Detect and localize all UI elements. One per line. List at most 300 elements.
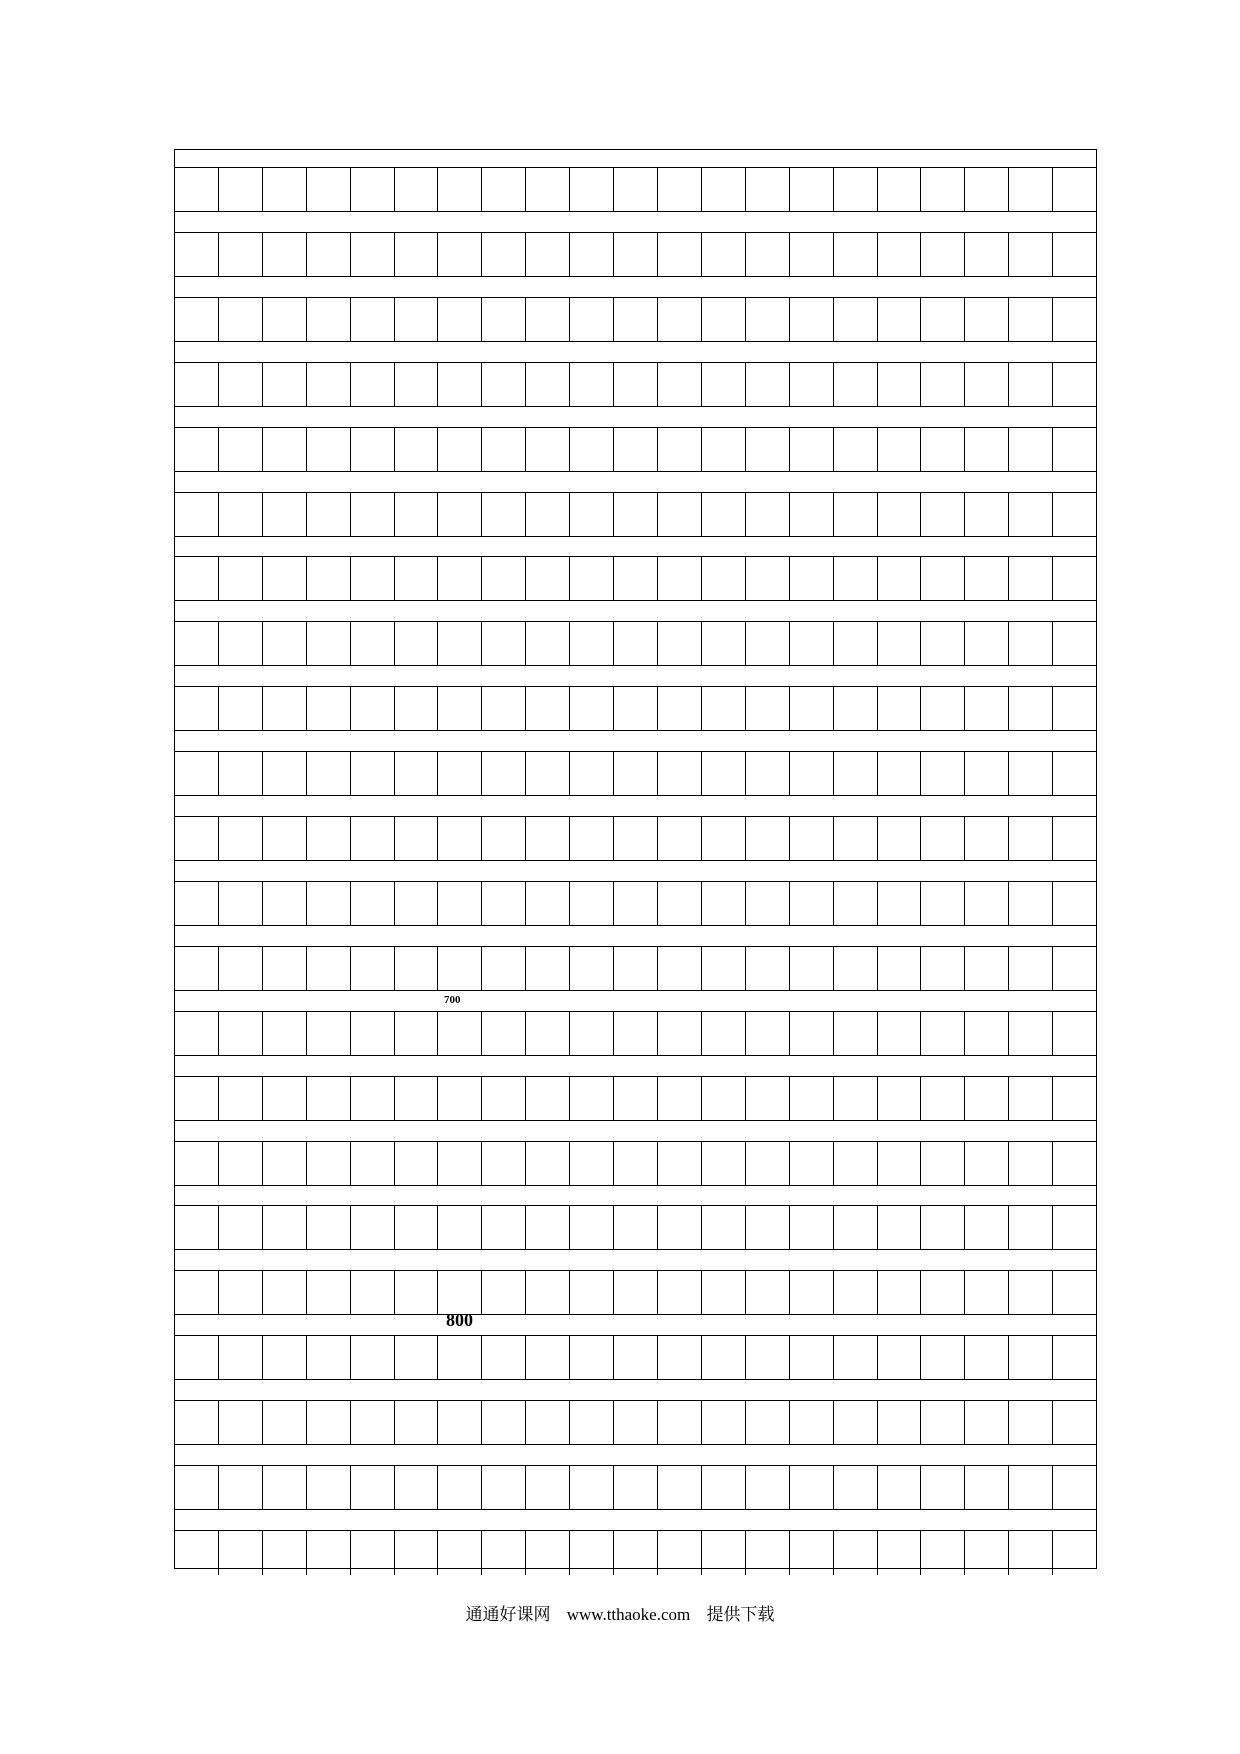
- grid-cell[interactable]: [965, 1466, 1009, 1509]
- grid-cell[interactable]: [351, 817, 395, 860]
- grid-cell[interactable]: [570, 233, 614, 276]
- grid-cell[interactable]: [746, 168, 790, 211]
- grid-cell[interactable]: [395, 1077, 439, 1120]
- grid-cell[interactable]: [263, 687, 307, 730]
- grid-cell[interactable]: [1053, 687, 1096, 730]
- grid-cell[interactable]: [1053, 557, 1096, 600]
- grid-cell[interactable]: [1053, 363, 1096, 406]
- grid-cell[interactable]: [351, 1531, 395, 1575]
- grid-cell[interactable]: [614, 1077, 658, 1120]
- grid-cell[interactable]: [219, 1206, 263, 1249]
- grid-cell[interactable]: [702, 493, 746, 536]
- grid-cell[interactable]: [395, 947, 439, 990]
- grid-cell[interactable]: [1053, 493, 1096, 536]
- grid-cell[interactable]: [175, 1466, 219, 1509]
- grid-cell[interactable]: [746, 233, 790, 276]
- grid-cell[interactable]: [219, 687, 263, 730]
- grid-cell[interactable]: [1053, 752, 1096, 795]
- grid-cell[interactable]: [263, 752, 307, 795]
- grid-cell[interactable]: [658, 1401, 702, 1444]
- grid-cell[interactable]: [482, 168, 526, 211]
- grid-cell[interactable]: [702, 233, 746, 276]
- grid-cell[interactable]: [1009, 687, 1053, 730]
- grid-cell[interactable]: [263, 1531, 307, 1575]
- grid-cell[interactable]: [921, 1336, 965, 1379]
- grid-cell[interactable]: [921, 1531, 965, 1575]
- grid-cell[interactable]: [658, 622, 702, 665]
- grid-cell[interactable]: [219, 298, 263, 341]
- grid-cell[interactable]: [1053, 1206, 1096, 1249]
- grid-cell[interactable]: [702, 1206, 746, 1249]
- grid-cell[interactable]: [570, 363, 614, 406]
- grid-cell[interactable]: [395, 233, 439, 276]
- grid-cell[interactable]: [790, 1466, 834, 1509]
- grid-cell[interactable]: [263, 882, 307, 925]
- grid-cell[interactable]: [219, 1142, 263, 1185]
- grid-cell[interactable]: [790, 1531, 834, 1575]
- grid-cell[interactable]: [307, 1206, 351, 1249]
- grid-cell[interactable]: [614, 1271, 658, 1314]
- grid-cell[interactable]: [921, 428, 965, 471]
- grid-cell[interactable]: [1009, 1077, 1053, 1120]
- grid-cell[interactable]: [1053, 1142, 1096, 1185]
- grid-cell[interactable]: [878, 1336, 922, 1379]
- grid-cell[interactable]: [965, 233, 1009, 276]
- grid-cell[interactable]: [175, 298, 219, 341]
- grid-cell[interactable]: [702, 557, 746, 600]
- grid-cell[interactable]: [526, 233, 570, 276]
- grid-cell[interactable]: [1009, 168, 1053, 211]
- grid-cell[interactable]: [658, 493, 702, 536]
- grid-cell[interactable]: [658, 428, 702, 471]
- grid-cell[interactable]: [438, 817, 482, 860]
- grid-cell[interactable]: [1053, 622, 1096, 665]
- grid-cell[interactable]: [438, 622, 482, 665]
- grid-cell[interactable]: [790, 493, 834, 536]
- grid-cell[interactable]: [351, 1142, 395, 1185]
- grid-cell[interactable]: [175, 557, 219, 600]
- grid-cell[interactable]: [438, 1206, 482, 1249]
- grid-cell[interactable]: [746, 298, 790, 341]
- grid-cell[interactable]: [658, 1077, 702, 1120]
- grid-cell[interactable]: [570, 298, 614, 341]
- grid-cell[interactable]: [570, 687, 614, 730]
- grid-cell[interactable]: [702, 1012, 746, 1055]
- grid-cell[interactable]: [395, 622, 439, 665]
- grid-cell[interactable]: [834, 752, 878, 795]
- grid-cell[interactable]: [921, 1466, 965, 1509]
- grid-cell[interactable]: [395, 168, 439, 211]
- grid-cell[interactable]: [438, 1271, 482, 1314]
- grid-cell[interactable]: [746, 428, 790, 471]
- grid-cell[interactable]: [351, 1271, 395, 1314]
- grid-cell[interactable]: [878, 622, 922, 665]
- grid-cell[interactable]: [351, 233, 395, 276]
- grid-cell[interactable]: [614, 1531, 658, 1575]
- grid-cell[interactable]: [219, 947, 263, 990]
- grid-cell[interactable]: [658, 1012, 702, 1055]
- grid-cell[interactable]: [175, 233, 219, 276]
- grid-cell[interactable]: [614, 752, 658, 795]
- grid-cell[interactable]: [438, 687, 482, 730]
- grid-cell[interactable]: [702, 428, 746, 471]
- grid-cell[interactable]: [263, 428, 307, 471]
- grid-cell[interactable]: [395, 817, 439, 860]
- grid-cell[interactable]: [175, 1012, 219, 1055]
- grid-cell[interactable]: [834, 817, 878, 860]
- grid-cell[interactable]: [526, 363, 570, 406]
- grid-cell[interactable]: [702, 1077, 746, 1120]
- grid-cell[interactable]: [526, 1206, 570, 1249]
- grid-cell[interactable]: [175, 1077, 219, 1120]
- grid-cell[interactable]: [790, 752, 834, 795]
- grid-cell[interactable]: [307, 1401, 351, 1444]
- grid-cell[interactable]: [790, 687, 834, 730]
- grid-cell[interactable]: [921, 622, 965, 665]
- grid-cell[interactable]: [746, 1531, 790, 1575]
- grid-cell[interactable]: [438, 947, 482, 990]
- grid-cell[interactable]: [219, 752, 263, 795]
- grid-cell[interactable]: [307, 1466, 351, 1509]
- grid-cell[interactable]: [175, 1271, 219, 1314]
- grid-cell[interactable]: [526, 947, 570, 990]
- grid-cell[interactable]: [263, 233, 307, 276]
- grid-cell[interactable]: [570, 557, 614, 600]
- grid-cell[interactable]: [921, 752, 965, 795]
- grid-cell[interactable]: [834, 168, 878, 211]
- grid-cell[interactable]: [570, 1077, 614, 1120]
- grid-cell[interactable]: [395, 1401, 439, 1444]
- grid-cell[interactable]: [614, 233, 658, 276]
- grid-cell[interactable]: [307, 882, 351, 925]
- grid-cell[interactable]: [878, 1401, 922, 1444]
- grid-cell[interactable]: [878, 1012, 922, 1055]
- grid-cell[interactable]: [658, 1206, 702, 1249]
- grid-cell[interactable]: [482, 622, 526, 665]
- grid-cell[interactable]: [1053, 1077, 1096, 1120]
- grid-cell[interactable]: [307, 168, 351, 211]
- grid-cell[interactable]: [1053, 1271, 1096, 1314]
- grid-cell[interactable]: [614, 622, 658, 665]
- grid-cell[interactable]: [482, 817, 526, 860]
- grid-cell[interactable]: [921, 557, 965, 600]
- grid-cell[interactable]: [526, 1531, 570, 1575]
- grid-cell[interactable]: [614, 882, 658, 925]
- grid-cell[interactable]: [965, 1271, 1009, 1314]
- grid-cell[interactable]: [965, 1401, 1009, 1444]
- grid-cell[interactable]: [1009, 622, 1053, 665]
- grid-cell[interactable]: [263, 817, 307, 860]
- grid-cell[interactable]: [790, 882, 834, 925]
- grid-cell[interactable]: [395, 1012, 439, 1055]
- grid-cell[interactable]: [790, 622, 834, 665]
- grid-cell[interactable]: [834, 233, 878, 276]
- grid-cell[interactable]: [746, 1401, 790, 1444]
- grid-cell[interactable]: [965, 363, 1009, 406]
- grid-cell[interactable]: [790, 428, 834, 471]
- grid-cell[interactable]: [965, 1206, 1009, 1249]
- grid-cell[interactable]: [263, 557, 307, 600]
- grid-cell[interactable]: [526, 557, 570, 600]
- grid-cell[interactable]: [702, 1142, 746, 1185]
- grid-cell[interactable]: [219, 428, 263, 471]
- grid-cell[interactable]: [263, 947, 307, 990]
- grid-cell[interactable]: [1009, 817, 1053, 860]
- grid-cell[interactable]: [878, 1271, 922, 1314]
- grid-cell[interactable]: [921, 687, 965, 730]
- grid-cell[interactable]: [878, 947, 922, 990]
- grid-cell[interactable]: [570, 168, 614, 211]
- grid-cell[interactable]: [263, 1142, 307, 1185]
- grid-cell[interactable]: [614, 1336, 658, 1379]
- grid-cell[interactable]: [790, 947, 834, 990]
- grid-cell[interactable]: [219, 233, 263, 276]
- grid-cell[interactable]: [1009, 298, 1053, 341]
- grid-cell[interactable]: [307, 1142, 351, 1185]
- grid-cell[interactable]: [526, 882, 570, 925]
- grid-cell[interactable]: [526, 493, 570, 536]
- grid-cell[interactable]: [834, 687, 878, 730]
- grid-cell[interactable]: [834, 1466, 878, 1509]
- grid-cell[interactable]: [1009, 1142, 1053, 1185]
- grid-cell[interactable]: [219, 493, 263, 536]
- grid-cell[interactable]: [307, 622, 351, 665]
- grid-cell[interactable]: [351, 947, 395, 990]
- grid-cell[interactable]: [526, 1077, 570, 1120]
- grid-cell[interactable]: [790, 233, 834, 276]
- grid-cell[interactable]: [921, 1077, 965, 1120]
- grid-cell[interactable]: [965, 622, 1009, 665]
- grid-cell[interactable]: [658, 882, 702, 925]
- grid-cell[interactable]: [790, 363, 834, 406]
- grid-cell[interactable]: [834, 428, 878, 471]
- grid-cell[interactable]: [702, 947, 746, 990]
- grid-cell[interactable]: [482, 882, 526, 925]
- grid-cell[interactable]: [702, 363, 746, 406]
- grid-cell[interactable]: [878, 493, 922, 536]
- grid-cell[interactable]: [878, 752, 922, 795]
- grid-cell[interactable]: [526, 1401, 570, 1444]
- grid-cell[interactable]: [614, 493, 658, 536]
- grid-cell[interactable]: [175, 363, 219, 406]
- grid-cell[interactable]: [921, 882, 965, 925]
- grid-cell[interactable]: [526, 168, 570, 211]
- grid-cell[interactable]: [834, 1271, 878, 1314]
- grid-cell[interactable]: [702, 1401, 746, 1444]
- grid-cell[interactable]: [263, 1401, 307, 1444]
- grid-cell[interactable]: [965, 168, 1009, 211]
- grid-cell[interactable]: [658, 1531, 702, 1575]
- grid-cell[interactable]: [307, 752, 351, 795]
- grid-cell[interactable]: [438, 882, 482, 925]
- grid-cell[interactable]: [351, 687, 395, 730]
- grid-cell[interactable]: [482, 493, 526, 536]
- grid-cell[interactable]: [175, 622, 219, 665]
- grid-cell[interactable]: [526, 428, 570, 471]
- grid-cell[interactable]: [746, 687, 790, 730]
- grid-cell[interactable]: [790, 1077, 834, 1120]
- grid-cell[interactable]: [1053, 1012, 1096, 1055]
- grid-cell[interactable]: [702, 1531, 746, 1575]
- grid-cell[interactable]: [482, 557, 526, 600]
- grid-cell[interactable]: [921, 1271, 965, 1314]
- grid-cell[interactable]: [834, 882, 878, 925]
- grid-cell[interactable]: [438, 752, 482, 795]
- grid-cell[interactable]: [482, 233, 526, 276]
- grid-cell[interactable]: [878, 428, 922, 471]
- grid-cell[interactable]: [965, 1077, 1009, 1120]
- grid-cell[interactable]: [746, 752, 790, 795]
- grid-cell[interactable]: [702, 168, 746, 211]
- grid-cell[interactable]: [482, 1271, 526, 1314]
- grid-cell[interactable]: [526, 1271, 570, 1314]
- grid-cell[interactable]: [175, 752, 219, 795]
- grid-cell[interactable]: [702, 1271, 746, 1314]
- grid-cell[interactable]: [482, 1531, 526, 1575]
- grid-cell[interactable]: [702, 752, 746, 795]
- grid-cell[interactable]: [395, 428, 439, 471]
- grid-cell[interactable]: [1053, 1466, 1096, 1509]
- grid-cell[interactable]: [351, 882, 395, 925]
- grid-cell[interactable]: [438, 428, 482, 471]
- grid-cell[interactable]: [790, 298, 834, 341]
- grid-cell[interactable]: [614, 298, 658, 341]
- grid-cell[interactable]: [1053, 168, 1096, 211]
- grid-cell[interactable]: [307, 687, 351, 730]
- grid-cell[interactable]: [614, 1142, 658, 1185]
- grid-cell[interactable]: [746, 1336, 790, 1379]
- grid-cell[interactable]: [263, 298, 307, 341]
- grid-cell[interactable]: [834, 363, 878, 406]
- grid-cell[interactable]: [307, 1336, 351, 1379]
- grid-cell[interactable]: [351, 622, 395, 665]
- grid-cell[interactable]: [1009, 363, 1053, 406]
- grid-cell[interactable]: [921, 168, 965, 211]
- grid-cell[interactable]: [834, 1206, 878, 1249]
- grid-cell[interactable]: [219, 817, 263, 860]
- grid-cell[interactable]: [965, 1531, 1009, 1575]
- grid-cell[interactable]: [965, 298, 1009, 341]
- grid-cell[interactable]: [438, 1531, 482, 1575]
- grid-cell[interactable]: [482, 1012, 526, 1055]
- grid-cell[interactable]: [526, 1336, 570, 1379]
- grid-cell[interactable]: [1009, 1401, 1053, 1444]
- grid-cell[interactable]: [351, 752, 395, 795]
- grid-cell[interactable]: [658, 168, 702, 211]
- grid-cell[interactable]: [263, 1466, 307, 1509]
- grid-cell[interactable]: [482, 1336, 526, 1379]
- grid-cell[interactable]: [790, 557, 834, 600]
- grid-cell[interactable]: [351, 1206, 395, 1249]
- grid-cell[interactable]: [614, 168, 658, 211]
- grid-cell[interactable]: [438, 493, 482, 536]
- grid-cell[interactable]: [921, 1206, 965, 1249]
- grid-cell[interactable]: [175, 1142, 219, 1185]
- grid-cell[interactable]: [834, 298, 878, 341]
- grid-cell[interactable]: [658, 298, 702, 341]
- grid-cell[interactable]: [965, 1142, 1009, 1185]
- grid-cell[interactable]: [658, 363, 702, 406]
- grid-cell[interactable]: [1009, 947, 1053, 990]
- grid-cell[interactable]: [834, 1142, 878, 1185]
- grid-cell[interactable]: [570, 1401, 614, 1444]
- grid-cell[interactable]: [351, 363, 395, 406]
- grid-cell[interactable]: [1009, 557, 1053, 600]
- grid-cell[interactable]: [263, 1336, 307, 1379]
- grid-cell[interactable]: [658, 557, 702, 600]
- grid-cell[interactable]: [395, 752, 439, 795]
- grid-cell[interactable]: [570, 428, 614, 471]
- grid-cell[interactable]: [307, 1012, 351, 1055]
- grid-cell[interactable]: [263, 168, 307, 211]
- grid-cell[interactable]: [1053, 233, 1096, 276]
- grid-cell[interactable]: [219, 882, 263, 925]
- grid-cell[interactable]: [395, 1531, 439, 1575]
- grid-cell[interactable]: [1009, 1271, 1053, 1314]
- grid-cell[interactable]: [219, 168, 263, 211]
- grid-cell[interactable]: [175, 168, 219, 211]
- grid-cell[interactable]: [438, 1077, 482, 1120]
- grid-cell[interactable]: [702, 1466, 746, 1509]
- grid-cell[interactable]: [570, 752, 614, 795]
- grid-cell[interactable]: [1009, 1206, 1053, 1249]
- grid-cell[interactable]: [263, 1206, 307, 1249]
- grid-cell[interactable]: [746, 882, 790, 925]
- grid-cell[interactable]: [570, 493, 614, 536]
- grid-cell[interactable]: [658, 1271, 702, 1314]
- grid-cell[interactable]: [790, 1336, 834, 1379]
- grid-cell[interactable]: [834, 493, 878, 536]
- grid-cell[interactable]: [307, 817, 351, 860]
- grid-cell[interactable]: [570, 1336, 614, 1379]
- grid-cell[interactable]: [395, 1271, 439, 1314]
- grid-cell[interactable]: [351, 1012, 395, 1055]
- grid-cell[interactable]: [614, 557, 658, 600]
- footer-url[interactable]: www.tthaoke.com: [566, 1605, 691, 1624]
- grid-cell[interactable]: [526, 752, 570, 795]
- grid-cell[interactable]: [395, 363, 439, 406]
- grid-cell[interactable]: [351, 557, 395, 600]
- grid-cell[interactable]: [526, 622, 570, 665]
- grid-cell[interactable]: [307, 233, 351, 276]
- grid-cell[interactable]: [746, 1077, 790, 1120]
- grid-cell[interactable]: [746, 1142, 790, 1185]
- grid-cell[interactable]: [438, 233, 482, 276]
- grid-cell[interactable]: [1053, 817, 1096, 860]
- grid-cell[interactable]: [1009, 233, 1053, 276]
- grid-cell[interactable]: [526, 1012, 570, 1055]
- grid-cell[interactable]: [746, 1466, 790, 1509]
- grid-cell[interactable]: [790, 168, 834, 211]
- grid-cell[interactable]: [395, 687, 439, 730]
- grid-cell[interactable]: [175, 817, 219, 860]
- grid-cell[interactable]: [1053, 1336, 1096, 1379]
- grid-cell[interactable]: [307, 428, 351, 471]
- grid-cell[interactable]: [834, 1077, 878, 1120]
- grid-cell[interactable]: [921, 363, 965, 406]
- grid-cell[interactable]: [351, 168, 395, 211]
- grid-cell[interactable]: [570, 882, 614, 925]
- grid-cell[interactable]: [395, 1142, 439, 1185]
- grid-cell[interactable]: [219, 1466, 263, 1509]
- grid-cell[interactable]: [658, 947, 702, 990]
- grid-cell[interactable]: [219, 557, 263, 600]
- grid-cell[interactable]: [614, 428, 658, 471]
- grid-cell[interactable]: [175, 1206, 219, 1249]
- grid-cell[interactable]: [395, 882, 439, 925]
- grid-cell[interactable]: [878, 1531, 922, 1575]
- grid-cell[interactable]: [395, 1466, 439, 1509]
